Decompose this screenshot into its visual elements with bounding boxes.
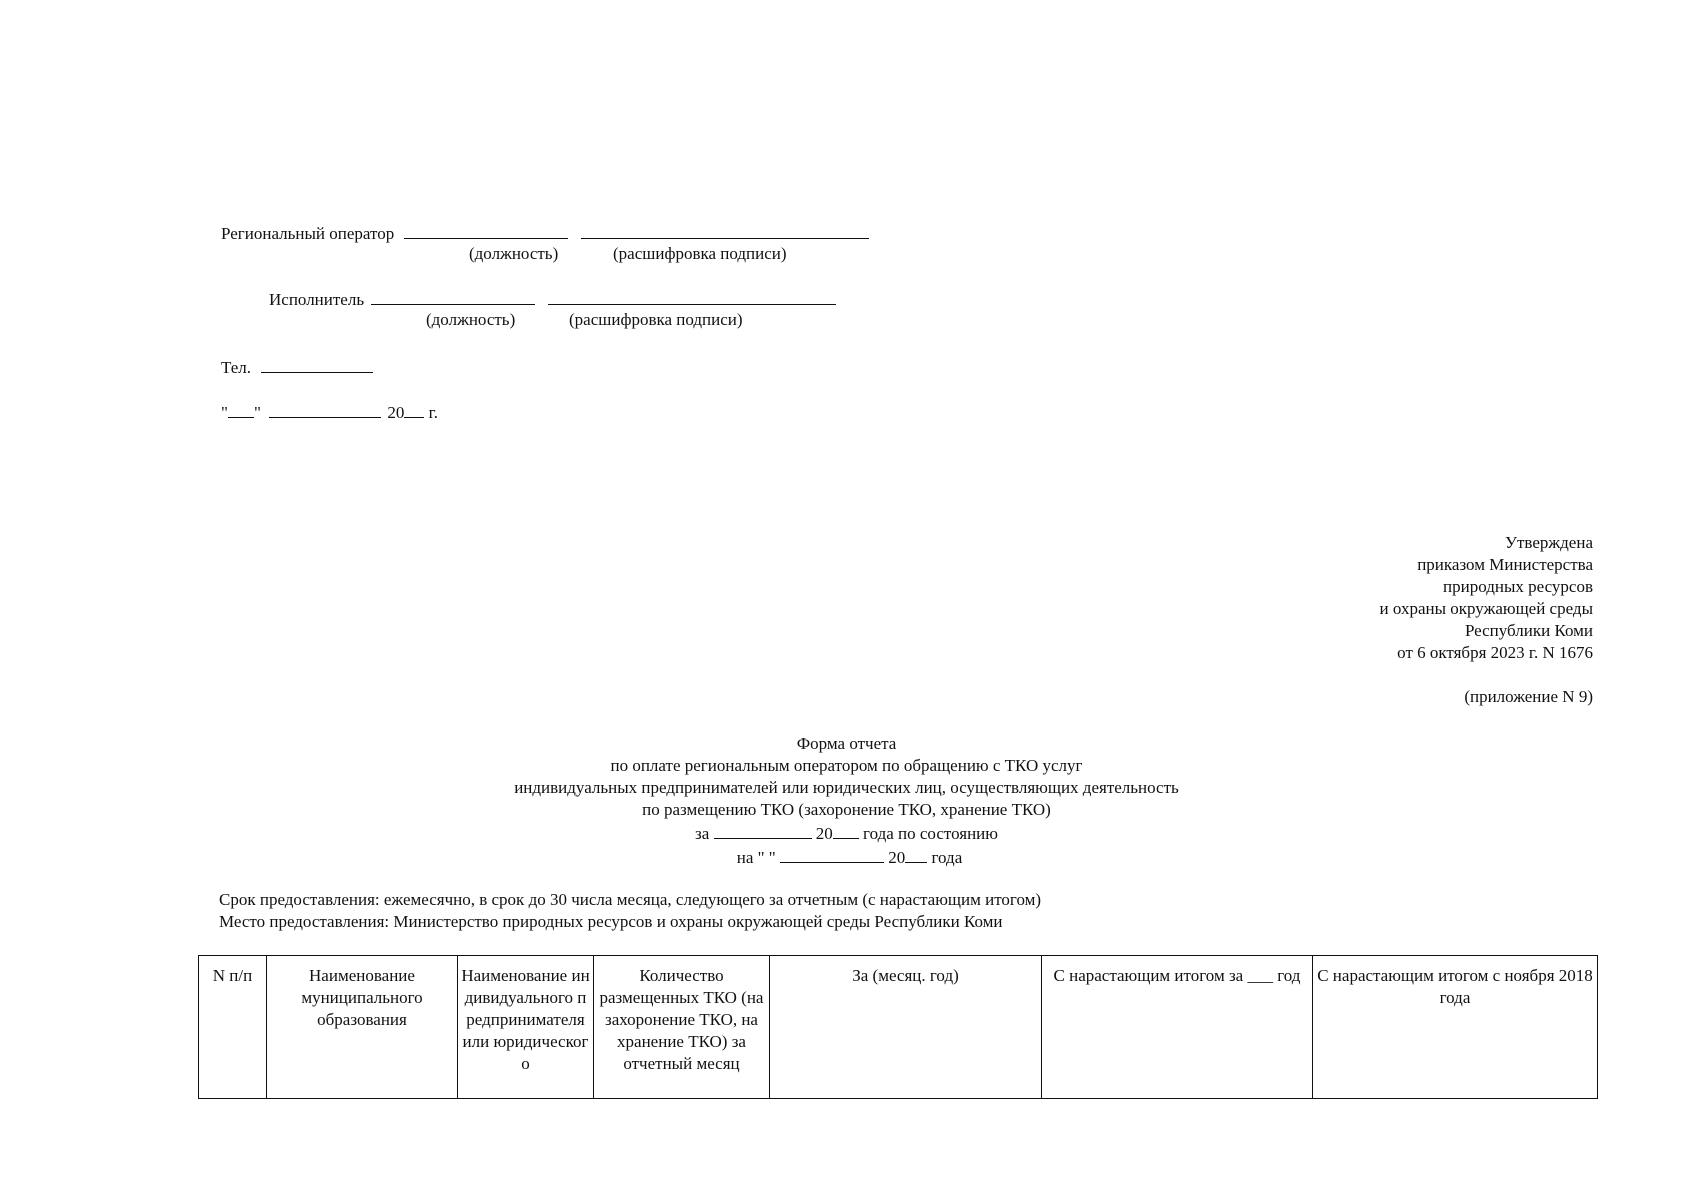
executor-row (269, 287, 836, 311)
form-subtitle-line: по размещению ТКО (захоронение ТКО, хранение ТКО) (642, 800, 1051, 819)
date-year-prefix: 20 (387, 403, 405, 422)
period-month-field[interactable] (714, 821, 812, 839)
asof-year-prefix: 20 (888, 848, 906, 867)
approval-line: Республики Коми (1464, 621, 1593, 640)
period-suffix: года по состоянию (863, 824, 998, 843)
asof-prefix: на " " (736, 848, 776, 867)
form-subtitle-line: по оплате региональным оператором по обращению с ТКО услуг (610, 756, 1083, 775)
approval-line: от 6 октября 2023 г. N 1676 (1397, 643, 1593, 662)
executor-label: Исполнитель (269, 290, 365, 309)
asof-row (0, 845, 1693, 869)
terms-block (219, 889, 1041, 933)
form-subtitle-line: индивидуальных предпринимателей или юридических лиц, осуществляющих деятельность (514, 778, 1179, 797)
period-year-field[interactable] (833, 821, 859, 839)
form-title-block (0, 733, 1693, 869)
operator-decode-field[interactable] (581, 221, 869, 239)
col-header-cumulative-year: С нарастающим итогом за ___ год (1042, 956, 1313, 1099)
period-row (0, 821, 1693, 845)
executor-position-caption: (должность) (426, 310, 516, 329)
executor-decode-caption: (расшифровка подписи) (569, 310, 743, 329)
phone-label: Тел. (221, 358, 252, 377)
date-suffix: г. (428, 403, 438, 422)
phone-field[interactable] (261, 355, 373, 373)
date-day-field[interactable] (228, 400, 254, 418)
executor-position-field[interactable] (371, 287, 535, 305)
date-open-quote: " (221, 403, 228, 422)
asof-year-field[interactable] (905, 845, 927, 863)
deadline-text: Срок предоставления: ежемесячно, в срок до 30 числа месяца, следующего за отчетным (с нарастающим итогом) (219, 890, 1042, 909)
col-header-number: N п/п (199, 956, 267, 1099)
operator-label: Региональный оператор (221, 224, 395, 243)
executor-decode-field[interactable] (548, 287, 836, 305)
appendix-label: (приложение N 9) (1464, 687, 1593, 706)
operator-row (221, 221, 869, 245)
operator-decode-caption: (расшифровка подписи) (613, 244, 787, 263)
col-header-quantity: Количество размещенных ТКО (на захоронение ТКО, на хранение ТКО) за отчетный месяц (594, 956, 770, 1099)
table-header-row (199, 956, 1598, 1099)
asof-suffix: года (931, 848, 963, 867)
operator-position-caption: (должность) (469, 244, 559, 263)
date-row (221, 400, 438, 424)
form-title: Форма отчета (796, 734, 897, 753)
col-header-cumulative-2018: С нарастающим итогом с ноября 2018 года (1313, 956, 1598, 1099)
date-close-quote: " (253, 403, 261, 422)
place-text: Место предоставления: Министерство природных ресурсов и охраны окружающей среды Республики Коми (219, 912, 1003, 931)
period-prefix: за (695, 824, 710, 843)
approval-line: природных ресурсов (1443, 577, 1593, 596)
approval-block (1380, 532, 1593, 708)
approval-line: Утверждена (1504, 533, 1593, 552)
col-header-month-year: За (месяц. год) (770, 956, 1042, 1099)
col-header-municipality: Наименование муниципального образования (267, 956, 458, 1099)
period-year-prefix: 20 (815, 824, 833, 843)
approval-line: и охраны окружающей среды (1379, 599, 1593, 618)
date-year-field[interactable] (404, 400, 424, 418)
phone-row (221, 355, 373, 379)
operator-position-field[interactable] (404, 221, 568, 239)
report-table (198, 955, 1598, 1099)
col-header-entity: Наименование индивидуального предпринимателя или юридического (458, 956, 594, 1099)
approval-line: приказом Министерства (1417, 555, 1593, 574)
asof-month-field[interactable] (780, 845, 884, 863)
date-month-field[interactable] (269, 400, 381, 418)
